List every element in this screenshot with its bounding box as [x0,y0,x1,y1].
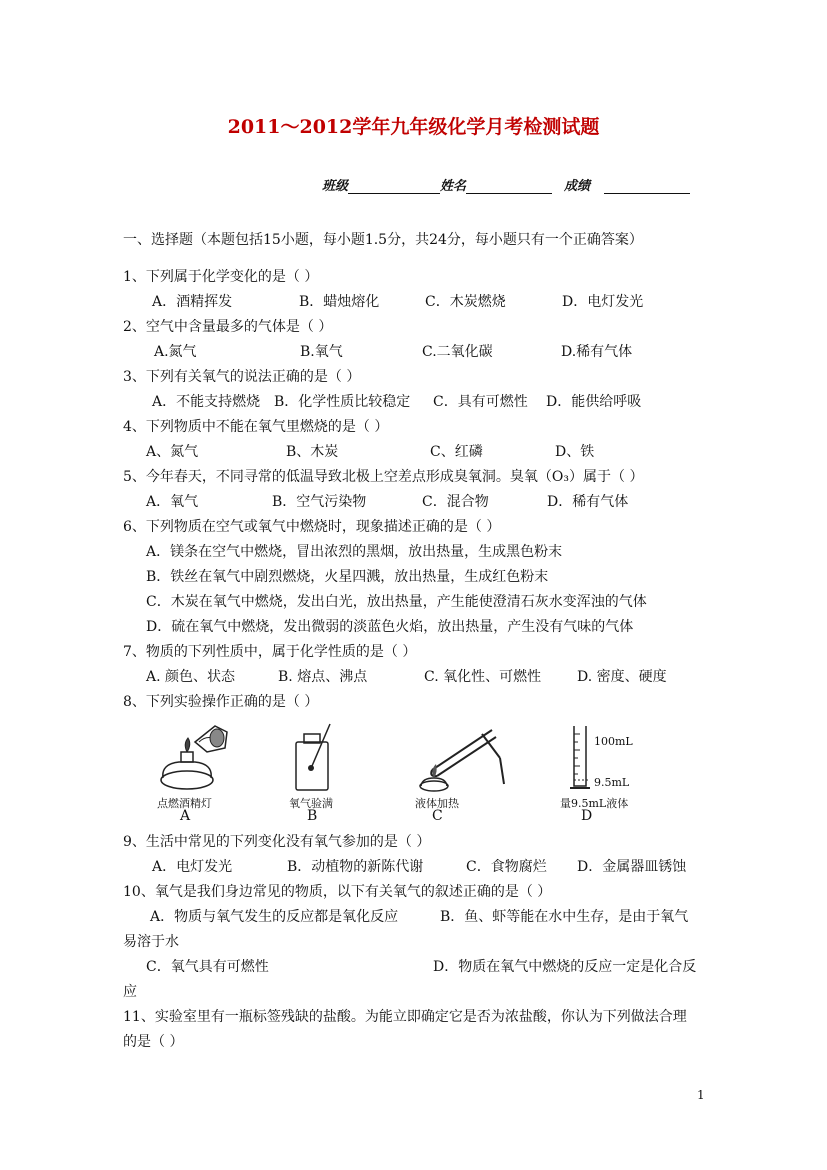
question-option: B.氧气 [300,344,343,360]
question-option: D．金属器皿锈蚀 [577,859,687,875]
question-stem: 4、下列物质中不能在氧气里燃烧的是（ ） [123,419,389,435]
question-option: A.氮气 [154,344,197,360]
question-stem: 10、氧气是我们身边常见的物质，以下有关氧气的叙述正确的是（ ） [123,884,552,900]
question-stem: 7、物质的下列性质中，属于化学性质的是（ ） [123,644,417,660]
figure-caption-a: 点燃酒精灯 [157,797,212,810]
question-option: C．氧气具有可燃性 [146,959,269,975]
question-option: A．氧气 [146,494,199,510]
section-heading: 一、选择题（本题包括15小题，每小题1.5分，共24分，每小题只有一个正确答案） [123,232,643,248]
liquid-heating-figure [412,722,507,794]
question-option: D．硫在氧气中燃烧，发出微弱的淡蓝色火焰，放出热量，产生没有气味的气体 [146,619,634,635]
cylinder-mark-9-5ml: 9.5mL [594,776,630,789]
figure-caption-b: 氧气验满 [289,797,333,810]
score-blank [604,179,690,194]
question-option: D、铁 [555,444,595,460]
question-option: C．木炭在氧气中燃烧，发出白光，放出热量，产生能使澄清石灰水变浑浊的气体 [146,594,647,610]
question-option: B．蜡烛熔化 [299,294,380,310]
name-label: 姓名 [440,179,467,194]
page-title: 2011～2012学年九年级化学月考检测试题 [227,116,600,138]
class-blank [348,179,440,194]
question-stem: 6、下列物质在空气或氧气中燃烧时，现象描述正确的是（ ） [123,519,501,535]
question-option-continued: 应 [123,984,137,1000]
page-number: 1 [697,1088,705,1102]
figure-letter-d: D [581,808,593,824]
question-option: D．电灯发光 [562,294,644,310]
question-option: A．不能支持燃烧 [152,394,261,410]
figure-letter-c: C [432,808,443,824]
oxygen-bottle-figure [290,722,340,792]
question-option: D．物质在氧气中燃烧的反应一定是化合反 [433,959,697,975]
question-option: B. 熔点、沸点 [278,669,368,685]
figure-letter-a: A [180,808,191,824]
question-option: C．混合物 [422,494,489,510]
question-option: D．能供给呼吸 [546,394,642,410]
question-option: D．稀有气体 [547,494,629,510]
question-stem: 11、实验室里有一瓶标签残缺的盐酸。为能立即确定它是否为浓盐酸，你认为下列做法合理 [123,1009,687,1025]
figure-caption-d: 量9.5mL液体 [560,797,629,810]
question-stem: 2、空气中含量最多的气体是（ ） [123,319,333,335]
question-stem-continued: 的是（ ） [123,1034,184,1050]
question-option: A．电灯发光 [152,859,233,875]
question-option: B．空气污染物 [272,494,367,510]
question-stem: 5、今年春天，不同寻常的低温导致北极上空差点形成臭氧洞。臭氧（O₃）属于（ ） [123,469,644,485]
question-stem: 8、下列实验操作正确的是（ ） [123,694,319,710]
question-option-continued: 易溶于水 [123,934,179,950]
question-option: A、氮气 [146,444,199,460]
question-option: D. 密度、硬度 [577,669,667,685]
question-stem: 3、下列有关氧气的说法正确的是（ ） [123,369,361,385]
question-option: B．动植物的新陈代谢 [287,859,424,875]
question-option: C、红磷 [430,444,483,460]
question-option: C．木炭燃烧 [425,294,506,310]
question-option: C．食物腐烂 [466,859,547,875]
question-option: D.稀有气体 [561,344,633,360]
question-stem: 9、生活中常见的下列变化没有氧气参加的是（ ） [123,834,431,850]
score-label: 成绩 [564,179,591,194]
figure-letter-b: B [307,808,318,824]
cylinder-mark-100ml: 100mL [594,735,633,748]
class-label: 班级 [322,179,349,194]
student-info-line [322,175,690,194]
question-option: A．物质与氧气发生的反应都是氧化反应 [150,909,399,925]
figure-caption-c: 液体加热 [415,797,459,810]
question-option: C.二氧化碳 [422,344,493,360]
question-option: B、木炭 [286,444,339,460]
graduated-cylinder-figure [568,722,594,794]
question-option: A. 颜色、状态 [146,669,236,685]
question-stem: 1、下列属于化学变化的是（ ） [123,269,319,285]
alcohol-lamp-figure [155,722,235,792]
question-option: A．镁条在空气中燃烧，冒出浓烈的黑烟，放出热量，生成黑色粉末 [146,544,563,560]
question-option: B．鱼、虾等能在水中生存，是由于氧气 [440,909,689,925]
name-blank [466,179,552,194]
question-option: B．化学性质比较稳定 [274,394,411,410]
question-option: A．酒精挥发 [152,294,233,310]
question-option: C. 氧化性、可燃性 [424,669,542,685]
question-option: C．具有可燃性 [433,394,528,410]
question-option: B．铁丝在氧气中剧烈燃烧，火星四溅，放出热量，生成红色粉末 [146,569,549,585]
